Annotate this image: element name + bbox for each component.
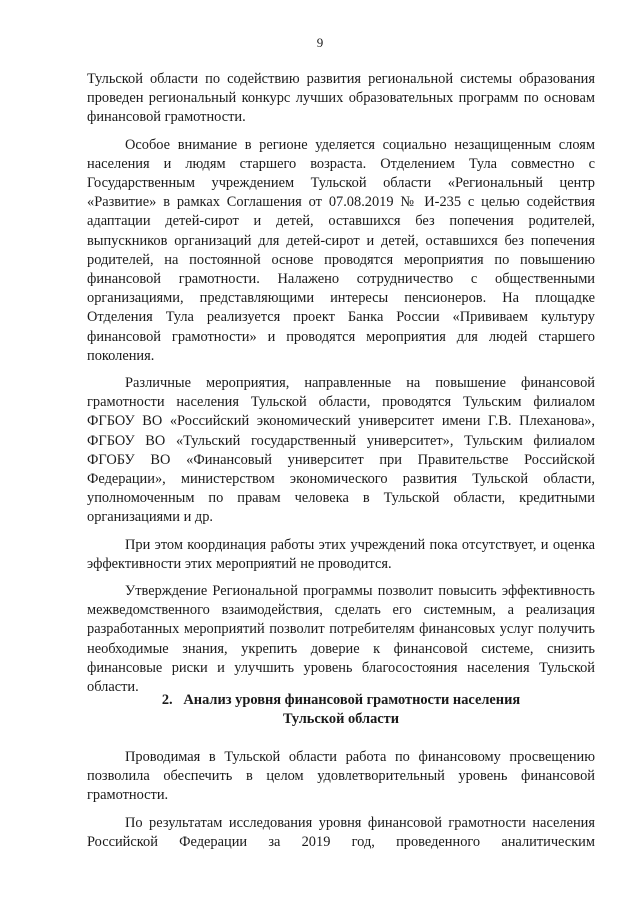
paragraph-coordination: При этом координация работы этих учреждений пока отсутствует, и оценка эффективности этих мероприятий не проводится. xyxy=(87,536,595,572)
paragraph-research-results: По результатам исследования уровня финансовой грамотности населения Российской Федерации за 2019 год, проведенного аналитическим xyxy=(87,814,595,850)
section-title-line-1: Анализ уровня финансовой грамотности населения xyxy=(183,692,521,708)
paragraph-financial-education: Проводимая в Тульской области работа по финансовому просвещению позволила обеспечить в целом удовлетворительный уровень финансовой грамотности. xyxy=(87,749,595,804)
paragraph-continuation: Тульской области по содействию развития региональной системы образования проведен региональный конкурс лучших образовательных программ по основам финансовой грамотности. xyxy=(87,71,595,126)
body-text xyxy=(87,70,595,697)
paragraph-various-events: Различные мероприятия, направленные на повышение финансовой грамотности населения Тульской области, проводятся Тульским филиалом ФГБОУ ВО «Российский экономический университет имени Г.В. Плеханова», ФГБОУ ВО «Тульский государственный университет», Тульским филиалом ФГОБУ ВО «Финансовый университет при Правительстве Российской Федерации», министерством экономического развития Тульской области, уполномоченным по правам человека в Тульской области, кредитными организациями и др. xyxy=(87,375,595,526)
paragraph-vulnerable-groups: Особое внимание в регионе уделяется социально незащищенным слоям населения и людям старшего возраста. Отделением Тула совместно с Государственным учреждением Тульской области «Региональный центр «Развитие» в рамках Соглашения от 07.08.2019 № И-235 с целью содействия адаптации детей-сирот и детей, оставшихся без попечения родителей, выпускников организаций для детей-сирот и детей, оставшихся без попечения родителей, на постоянной основе проводятся мероприятия по повышению финансовой грамотности. Налажено сотрудничество с общественными организациями, представляющими интересы пенсионеров. На площадке Отделения Тула реализуется проект Банка России «Прививаем культуру финансовой грамотности» и проводятся мероприятия для людей старшего поколения. xyxy=(87,136,595,364)
section-heading-line-1 xyxy=(87,691,595,710)
paragraph-program-approval: Утверждение Региональной программы позволит повысить эффективность межведомственного взаимодействия, сделать его системным, а реализация разработанных мероприятий позволит потребителям финансовых услуг получить необходимые знания, укрепить доверие к финансовой системе, снизить финансовые риски и улучшить уровень благосостояния населения Тульской области. xyxy=(87,583,595,696)
section-title-line-2: Тульской области xyxy=(282,711,400,728)
section-number: 2. xyxy=(161,692,173,708)
page-number: 9 xyxy=(316,35,324,50)
section-heading xyxy=(87,691,595,729)
section-body-text xyxy=(87,748,595,852)
